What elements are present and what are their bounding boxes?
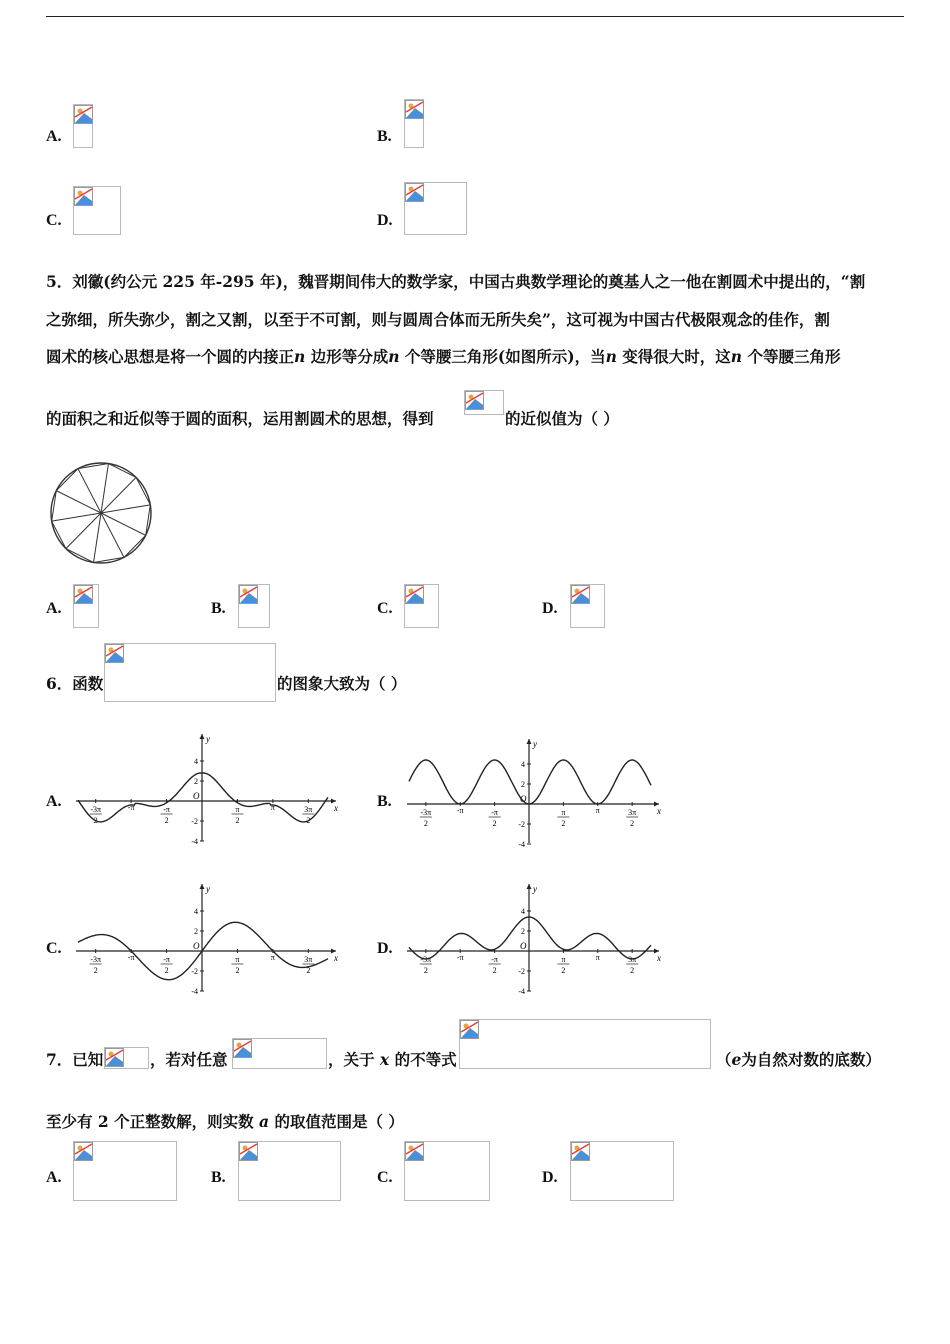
q5-option-d-image[interactable]: [570, 584, 605, 628]
x-tick-label: -π: [491, 955, 498, 964]
q7-option-c-label[interactable]: C.: [377, 1169, 393, 1186]
x-tick-label: 3π: [304, 805, 313, 814]
y-tick-label: -4: [518, 840, 525, 847]
q5-option-c-label[interactable]: C.: [377, 600, 393, 617]
x-tick-label-denominator: 2: [423, 819, 428, 828]
q5-line2: 之弥细，所失弥少，割之又割，以至于不可割，则与圆周合体而无所失矣”，这可视为中国古代极限观念的佳作，割: [46, 310, 830, 329]
broken-image-icon: [105, 644, 124, 663]
y-tick-label: 2: [194, 777, 198, 786]
q6-graph-d: [403, 880, 665, 995]
y-axis-label: y: [533, 739, 537, 749]
q7-option-d-image[interactable]: [570, 1141, 674, 1201]
x-tick-label: -3π: [420, 955, 432, 964]
x-tick-label: 3π: [304, 955, 313, 964]
q6-option-a-label[interactable]: A.: [46, 793, 62, 810]
q7-text-b: ，若对任意: [150, 1050, 228, 1069]
y-tick-label: 4: [194, 757, 198, 766]
y-tick-label: -2: [518, 820, 525, 829]
y-tick-label: -2: [518, 967, 525, 976]
x-tick-label: π: [595, 953, 600, 962]
y-axis-arrow: [527, 739, 532, 744]
q6-suffix: 的图象大致为（ ）: [277, 674, 407, 693]
x-tick-label: π: [561, 955, 566, 964]
q7-option-b-label[interactable]: B.: [211, 1169, 226, 1186]
q7-image-2[interactable]: [232, 1038, 327, 1069]
q6-graph-b: [403, 735, 665, 847]
x-tick-label-denominator: 2: [423, 966, 428, 975]
x-axis-label: x: [334, 953, 338, 963]
broken-image-icon: [465, 391, 484, 410]
q7-line2: 至少有 2 个正整数解，则实数 a 的取值范围是（ ）: [46, 1112, 404, 1131]
y-tick-label: -2: [191, 817, 198, 826]
q5-option-c-image[interactable]: [404, 584, 439, 628]
x-tick-label-denominator: 2: [561, 819, 566, 828]
q7-option-c-image[interactable]: [404, 1141, 490, 1201]
x-tick-label: -3π: [90, 955, 102, 964]
y-axis-arrow: [200, 734, 205, 739]
q6-graph-c: [72, 880, 342, 995]
y-axis-arrow: [200, 884, 205, 889]
broken-image-icon: [239, 1142, 258, 1161]
q5-line3: 圆术的核心思想是将一个圆的内接正n 边形等分成n 个等腰三角形(如图所示)，当n 变得很大时，这n 个等腰三角形: [46, 347, 841, 366]
option-d-image[interactable]: [404, 182, 467, 235]
x-tick-label: -π: [163, 805, 170, 814]
radius-line: [94, 513, 101, 562]
q6-option-d-label[interactable]: D.: [377, 940, 393, 957]
function-curve: [409, 917, 651, 959]
x-tick-label: -π: [163, 955, 170, 964]
origin-label: O: [193, 791, 200, 801]
x-tick-label: π: [270, 953, 275, 962]
x-tick-label: 3π: [628, 808, 637, 817]
broken-image-icon: [239, 585, 258, 604]
x-axis-label: x: [657, 953, 661, 963]
x-tick-label: -π: [127, 803, 135, 812]
radius-line: [78, 469, 101, 513]
x-tick-label-denominator: 2: [561, 966, 566, 975]
y-tick-label: -4: [518, 987, 525, 995]
origin-label: O: [520, 941, 527, 951]
x-tick-label-denominator: 2: [492, 819, 497, 828]
x-tick-label: π: [235, 955, 240, 964]
y-axis-label: y: [206, 884, 210, 894]
x-tick-label: 3π: [628, 955, 637, 964]
y-tick-label: -4: [191, 987, 198, 995]
origin-label: O: [520, 794, 527, 804]
radius-line: [56, 491, 101, 513]
x-tick-label-denominator: 2: [164, 816, 169, 825]
broken-image-icon: [74, 187, 93, 206]
broken-image-icon: [74, 1142, 93, 1161]
x-tick-label-denominator: 2: [306, 816, 311, 825]
broken-image-icon: [405, 585, 424, 604]
function-curve: [78, 773, 328, 822]
option-b-image[interactable]: [404, 99, 424, 148]
x-tick-label: π: [270, 803, 275, 812]
q5-option-b-label[interactable]: B.: [211, 600, 226, 617]
option-c-label[interactable]: C.: [46, 212, 62, 229]
y-tick-label: 2: [521, 780, 525, 789]
q6-option-b-label[interactable]: B.: [377, 793, 392, 810]
y-tick-label: 4: [521, 907, 525, 916]
broken-image-icon: [74, 585, 93, 604]
broken-image-icon: [233, 1039, 252, 1058]
x-tick-label-denominator: 2: [630, 966, 635, 975]
q5-line4-a: 的面积之和近似等于圆的面积，运用割圆术的思想，得到: [46, 409, 434, 428]
x-tick-label-denominator: 2: [235, 966, 240, 975]
q7-option-a-label[interactable]: A.: [46, 1169, 62, 1186]
q5-line1: 5．刘徽(约公元 225 年-295 年)，魏晋期间伟大的数学家，中国古典数学理论的奠基人之一他在割圆术中提出的，“割: [46, 272, 866, 291]
x-tick-label-denominator: 2: [306, 966, 311, 975]
x-tick-label: π: [235, 805, 240, 814]
x-tick-label-denominator: 2: [492, 966, 497, 975]
q5-option-b-image[interactable]: [238, 584, 270, 628]
option-a-image[interactable]: [73, 104, 93, 148]
radius-line: [101, 513, 146, 535]
x-axis-label: x: [334, 803, 338, 813]
y-tick-label: 4: [194, 907, 198, 916]
q7-option-a-image[interactable]: [73, 1141, 177, 1201]
x-tick-label-denominator: 2: [164, 966, 169, 975]
radius-line: [101, 513, 124, 557]
broken-image-icon: [74, 105, 93, 124]
x-tick-label: π: [595, 806, 600, 815]
header-rule: [46, 16, 904, 17]
y-axis-label: y: [206, 734, 210, 744]
broken-image-icon: [405, 1142, 424, 1161]
x-tick-label: -π: [127, 953, 135, 962]
q7-text-a: 7．已知: [46, 1050, 104, 1069]
q7-text-e: （e为自然对数的底数）: [716, 1050, 881, 1069]
x-tick-label-denominator: 2: [630, 819, 635, 828]
x-tick-label-denominator: 2: [93, 966, 98, 975]
q5-formula-image[interactable]: [464, 390, 504, 415]
y-tick-label: -4: [191, 837, 198, 845]
q7-image-1[interactable]: [104, 1047, 149, 1069]
q7-option-d-label[interactable]: D.: [542, 1169, 558, 1186]
x-tick-label: -3π: [90, 805, 102, 814]
q7-text-c: ，关于 x 的不等式: [328, 1050, 457, 1069]
q5-option-a-image[interactable]: [73, 584, 99, 628]
broken-image-icon: [405, 183, 424, 202]
y-tick-label: 2: [521, 927, 525, 936]
y-tick-label: 2: [194, 927, 198, 936]
q5-option-a-label[interactable]: A.: [46, 600, 62, 617]
x-tick-label: -π: [491, 808, 498, 817]
option-a-label[interactable]: A.: [46, 128, 62, 145]
broken-image-icon: [571, 1142, 590, 1161]
circle-division-figure: [46, 458, 158, 570]
function-curve: [409, 760, 651, 804]
q5-option-d-label[interactable]: D.: [542, 600, 558, 617]
x-tick-label: π: [561, 808, 566, 817]
y-tick-label: -2: [191, 967, 198, 976]
broken-image-icon: [405, 100, 424, 119]
y-tick-label: 4: [521, 760, 525, 769]
q6-option-c-label[interactable]: C.: [46, 940, 62, 957]
x-tick-label-denominator: 2: [93, 816, 98, 825]
x-tick-label: -3π: [420, 808, 432, 817]
x-tick-label: -π: [456, 806, 464, 815]
origin-label: O: [193, 941, 200, 951]
radius-line: [101, 464, 108, 513]
x-tick-label: -π: [456, 953, 464, 962]
q6-prefix: 6．函数: [46, 674, 104, 693]
broken-image-icon: [571, 585, 590, 604]
y-axis-label: y: [533, 884, 537, 894]
x-tick-label-denominator: 2: [235, 816, 240, 825]
option-b-label[interactable]: B.: [377, 128, 392, 145]
q7-inequality-image[interactable]: [459, 1019, 711, 1069]
option-c-image[interactable]: [73, 186, 121, 235]
y-axis-arrow: [527, 884, 532, 889]
broken-image-icon: [460, 1020, 479, 1039]
q6-graph-a: [72, 730, 342, 845]
q5-line4-b: 的近似值为（ ）: [505, 409, 619, 428]
q7-option-b-image[interactable]: [238, 1141, 341, 1201]
q6-function-image[interactable]: [104, 643, 276, 702]
option-d-label[interactable]: D.: [377, 212, 393, 229]
x-axis-label: x: [657, 806, 661, 816]
broken-image-icon: [105, 1048, 124, 1067]
